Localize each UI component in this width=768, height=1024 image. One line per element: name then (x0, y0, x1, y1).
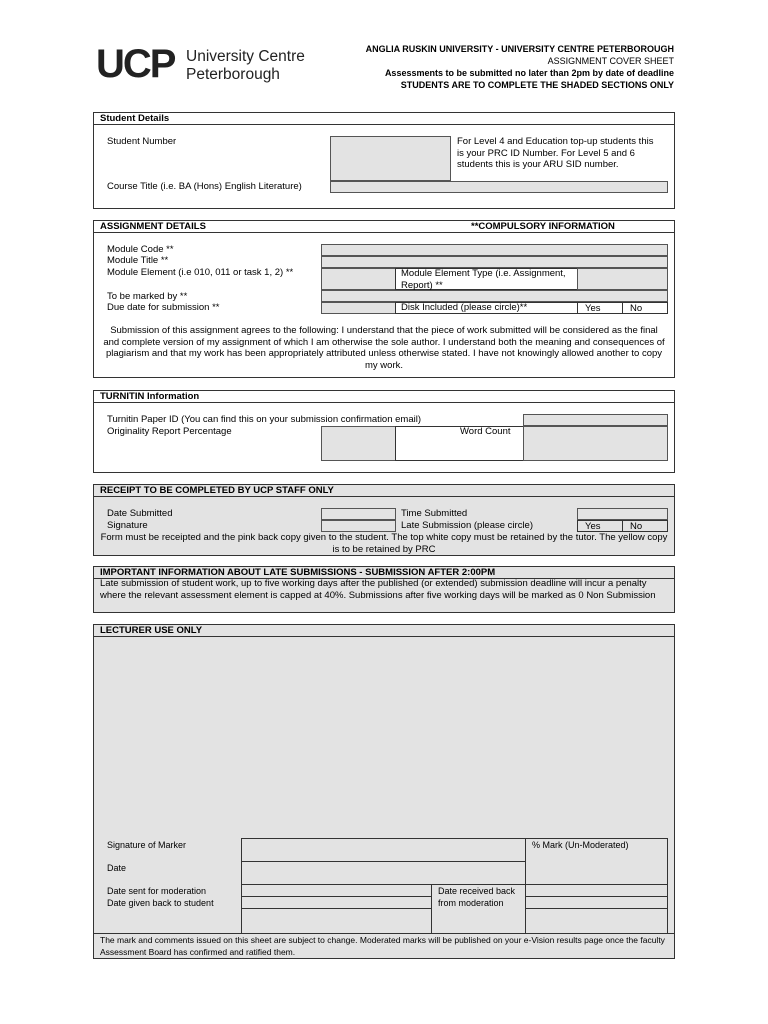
date-submitted-field[interactable] (321, 508, 396, 520)
disk-included-label: Disk Included (please circle)** (401, 302, 528, 313)
marker-date-label: Date (107, 863, 127, 873)
time-submitted-field[interactable] (577, 508, 668, 520)
late-submissions-header: IMPORTANT INFORMATION ABOUT LATE SUBMISSIONS - SUBMISSION AFTER 2:00PM (94, 567, 674, 579)
logo-line-1: University Centre (186, 48, 305, 65)
id-number-note: For Level 4 and Education top-up students this is your PRC ID Number. For Level 5 and 6 students this is your ARU SID number. (457, 136, 654, 170)
module-element-field[interactable] (321, 268, 396, 290)
date-back-label: Date given back to student (107, 898, 214, 908)
student-number-label: Student Number (107, 136, 177, 147)
marked-by-label: To be marked by ** (107, 291, 188, 302)
assignment-details-title: ASSIGNMENT DETAILS (100, 221, 206, 232)
lecturer-footer-note: The mark and comments issued on this sheet are subject to change. Moderated marks will be published on your e-Vision results page once the faculty Assessment Board has confirmed and ratified them. (100, 935, 665, 957)
shaded-instruction: STUDENTS ARE TO COMPLETE THE SHADED SECTIONS ONLY (400, 80, 674, 90)
student-number-field[interactable] (330, 136, 451, 181)
date-received-label: Date received back from moderation (438, 886, 516, 908)
ucp-logo (96, 42, 326, 86)
module-element-type-label: Module Element Type (i.e. Assignment, Report) ** (401, 268, 566, 291)
disk-yes-option[interactable] (577, 302, 623, 314)
disk-no-option[interactable] (622, 302, 668, 314)
extra-row-field[interactable] (241, 908, 432, 934)
originality-field[interactable] (321, 426, 396, 461)
turnitin-paper-id-field[interactable] (523, 414, 668, 426)
disk-no-label: No (630, 303, 643, 314)
date-sent-label: Date sent for moderation (107, 886, 207, 896)
module-title-field[interactable] (321, 256, 668, 268)
word-count-field[interactable] (523, 426, 668, 461)
course-title-field[interactable] (330, 181, 668, 193)
compulsory-info-label: **COMPULSORY INFORMATION (471, 221, 615, 232)
logo-mark: UCP (96, 42, 175, 86)
mark-label: % Mark (Un-Moderated) (532, 840, 629, 850)
late-submission-label: Late Submission (please circle) (401, 520, 534, 531)
sheet-title: ASSIGNMENT COVER SHEET (547, 56, 674, 66)
marker-signature-field[interactable] (241, 838, 526, 862)
receipt-header: RECEIPT TO BE COMPLETED BY UCP STAFF ONLY (94, 485, 674, 497)
turnitin-header: TURNITIN Information (94, 391, 674, 403)
receipt-signature-label: Signature (107, 520, 148, 531)
marker-date-field[interactable] (241, 861, 526, 885)
disk-yes-label: Yes (585, 303, 601, 314)
late-yes-option[interactable] (577, 520, 623, 532)
declaration-text: Submission of this assignment agrees to the following: I understand that the piece of work submitted will be considered as the final and complete version of my assignment of which I am otherwise the sole author. I understand both the meaning and consequences of plagiarism and that my work has been appropriately attributed unless otherwise stated. I have not knowingly allowed another to copy my work. (103, 325, 665, 371)
course-title-label: Course Title (i.e. BA (Hons) English Literature) (107, 181, 302, 192)
originality-label: Originality Report Percentage (107, 426, 232, 437)
institution-name: ANGLIA RUSKIN UNIVERSITY - UNIVERSITY CENTRE PETERBOROUGH (365, 44, 674, 54)
module-code-field[interactable] (321, 244, 668, 256)
word-count-label: Word Count (460, 426, 511, 437)
due-date-field[interactable] (321, 302, 396, 314)
date-submitted-label: Date Submitted (107, 508, 173, 519)
due-date-label: Due date for submission ** (107, 302, 220, 313)
deadline-note: Assessments to be submitted no later than 2pm by date of deadline (384, 68, 674, 78)
receipt-note: Form must be receipted and the pink back copy given to the student. The top white copy must be retained by the tutor. The yellow copy is to be retained by PRC (100, 532, 668, 555)
mark-row-3[interactable] (525, 908, 668, 934)
late-submissions-text: Late submission of student work, up to five working days after the published (or extended) submission deadline will incur a penalty where the relevant assessment element is capped at 40%. Submissions after five working days will be marked as 0 Non Submission (100, 578, 656, 601)
late-no-label: No (630, 521, 643, 532)
receipt-signature-field[interactable] (321, 520, 396, 532)
late-yes-label: Yes (585, 521, 601, 532)
marker-signature-label: Signature of Marker (107, 840, 187, 850)
module-element-label: Module Element (i.e 010, 011 or task 1, 2) ** (107, 267, 294, 278)
marked-by-field[interactable] (321, 290, 668, 302)
lecturer-header: LECTURER USE ONLY (94, 625, 674, 637)
logo-line-2: Peterborough (186, 66, 280, 83)
module-element-type-field[interactable] (577, 268, 668, 290)
time-submitted-label: Time Submitted (401, 508, 468, 519)
module-code-label: Module Code ** (107, 244, 174, 255)
late-no-option[interactable] (622, 520, 668, 532)
student-details-header: Student Details (94, 113, 674, 125)
header-block (366, 43, 674, 91)
assignment-details-header (94, 221, 674, 233)
turnitin-paper-id-label: Turnitin Paper ID (You can find this on your submission confirmation email) (107, 414, 421, 425)
module-title-label: Module Title ** (107, 255, 169, 266)
